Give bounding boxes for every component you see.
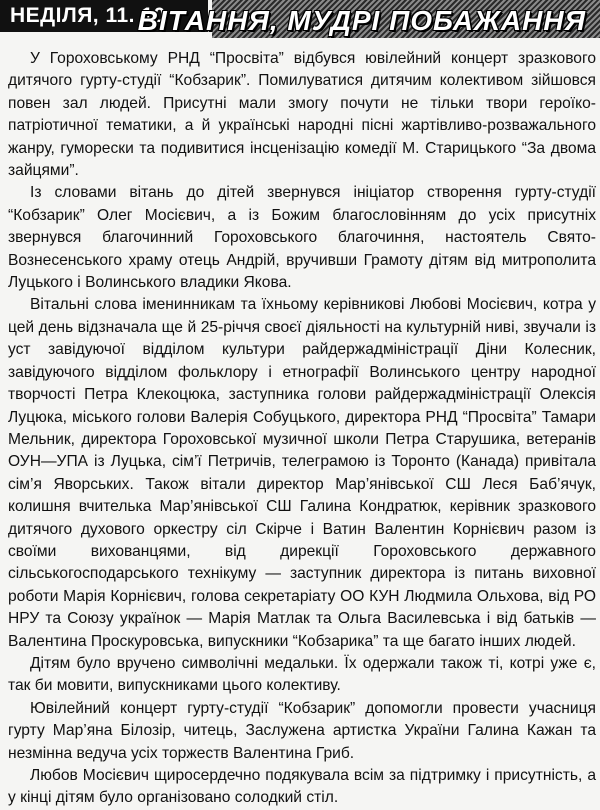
paragraph-1: У Гороховському РНД “Просвіта” відбувся ювілейний концерт зразкового дитячого гурту-студії “Кобзарик”. Помилуватися дитячим колективом зійшовся повен зал людей. Присутні мали змогу почути не тільки твори героїко-патріотичної тематики, а й українські народні пісні жартівливо-розважального жанру, гуморески та подивитися інсценізацію комедії М. Старицького “За двома зайцями”. <box>8 50 596 180</box>
section-title: ВІТАННЯ, МУДРІ ПОБАЖАННЯ <box>137 5 586 36</box>
paragraph-3: Вітальні слова іменинникам та їхньому керівникові Любові Мосієвич, котра у цей день відзначала ще й 25-річчя своєї діяльності на культурній ниві, звучали із уст завідуючої відділом культури райдержадміністрації Діни Колесник, завідуючого відділом фольклору і етнографії Волинського центру народної творчості Петра Клекоцюка, заступника голови райдержадміністрації Олексія Луцюка, міського голови Валерія Собуцького, директора РНД “Просвіта” Тамари Мельник, директора Гороховської музичної школи Петра Старушика, ветеранів ОУН—УПА із Луцька, сім’ї Петричів, телеграмою із Торонто (Канада) привітала сім’я Яворських. Також вітали директор Мар’янівської СШ Леся Баб’ячук, колишня вчителька Мар’янівської СШ Галина Кондратюк, керівник зразкового дитячого духового оркестру сіл Скірче і Ватин Валентин Корнієвич разом із своїми вихованцями, від дирекції Гороховського державного сільськогосподарського технікуму — заступник директора із питань виховної роботи Марія Корнієвич, голова секретаріату ОО КУН Людмила Ольхова, від РО НРУ та Союзу українок — Марія Матлак та Ольга Василевська і від батьків — Валентина Проскуровська, випускники “Кобзарика” та ще багато інших людей. <box>8 296 596 650</box>
paragraph-5: Ювілейний концерт гурту-студії “Кобзарик” допомогли провести учасниця гурту Мар’яна Білозір, читець, Заслужена артистка України Галина Кажан та незмінна ведуча усіх торжеств Валентина Гриб. <box>8 699 596 762</box>
paragraph-6: Любов Мосієвич щиросердечно подякувала всім за підтримку і присутність, а у кінці дітям було організовано солодкий стіл. <box>8 767 596 807</box>
article-body <box>8 48 596 810</box>
date-label: НЕДІЛЯ, 11. 10 <box>0 0 208 32</box>
paragraph-2: Із словами вітань до дітей звернувся ініціатор створення гурту-студії “Кобзарик” Олег Мосієвич, а із Божим благословінням до усіх присутніх звернувся благочинний Гороховського благочиння, настоятель Свято-Вознесенського храму отець Андрій, вручивши Грамоту дітям від митрополита Луцького і Волинського владики Якова. <box>8 184 596 292</box>
section-title-banner <box>137 0 600 38</box>
page-header <box>0 0 600 38</box>
paragraph-4: Дітям було вручено символічні медальки. Їх одержали також ті, котрі уже є, так би мовити, випускниками цього колективу. <box>8 654 596 695</box>
